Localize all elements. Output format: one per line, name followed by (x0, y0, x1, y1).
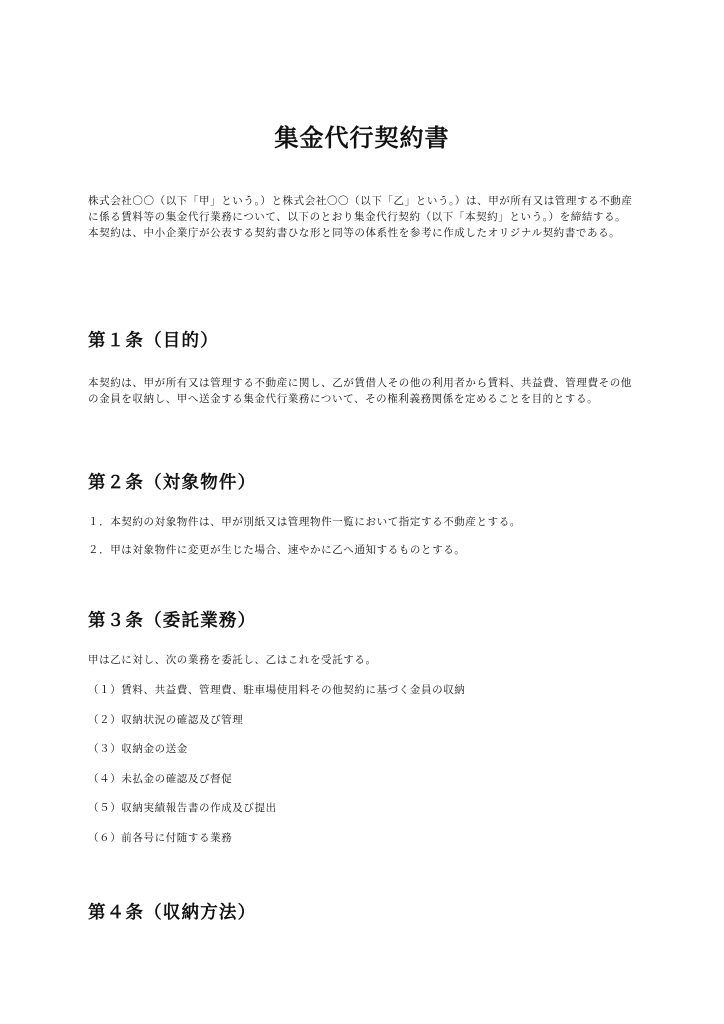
document-title: 集金代行契約書 (274, 124, 450, 152)
intro-paragraph: 株式会社〇〇（以下「甲」という。）と株式会社〇〇（以下「乙」という。）は、甲が所有又は管理する不動産に係る賃料等の集金代行業務について、以下のとおり集金代行契約（以下「本契約」という。）を締結する。 (88, 195, 633, 223)
list-item: （３）収納金の送金 (88, 743, 188, 755)
list-item: （２）収納状況の確認及び管理 (88, 713, 244, 726)
article-clause: ２．甲は対象物件に変更が生じた場合、速やかに乙へ通知するものとする。 (88, 544, 466, 556)
article-4 (88, 902, 636, 924)
article-heading: 第４条（収納方法） (88, 903, 257, 923)
article-body: 甲は乙に対し、次の業務を委託し、乙はこれを受託する。 (88, 654, 377, 666)
article-3 (88, 610, 636, 846)
article-2 (88, 472, 636, 558)
list-item: （４）未払金の確認及び督促 (88, 772, 233, 785)
article-clause: １．本契約の対象物件は、甲が別紙又は管理物件一覧において指定する不動産とする。 (88, 516, 521, 528)
article-heading: 第３条（委託業務） (88, 611, 257, 631)
list-item: （５）収納実績報告書の作成及び提出 (88, 802, 277, 814)
list-item: （６）前各号に付随する業務 (88, 831, 233, 844)
list-item: （１）賃料、共益費、管理費、駐車場使用料その他契約に基づく金員の収納 (88, 684, 466, 696)
article-heading: 第２条（対象物件） (88, 473, 257, 493)
intro-paragraph: 本契約は、中小企業庁が公表する契約書ひな形と同等の体系性を参考に作成したオリジナル契約書である。 (88, 227, 621, 239)
article-heading: 第１条（目的） (88, 331, 219, 351)
article-body: 本契約は、甲が所有又は管理する不動産に関し、乙が賃借人その他の利用者から賃料、共益費、管理費その他の金員を収納し、甲へ送金する集金代行業務について、その権利義務関係を定めることを目的とする。 (88, 377, 632, 405)
intro-section (88, 193, 636, 241)
article-1 (88, 330, 636, 407)
